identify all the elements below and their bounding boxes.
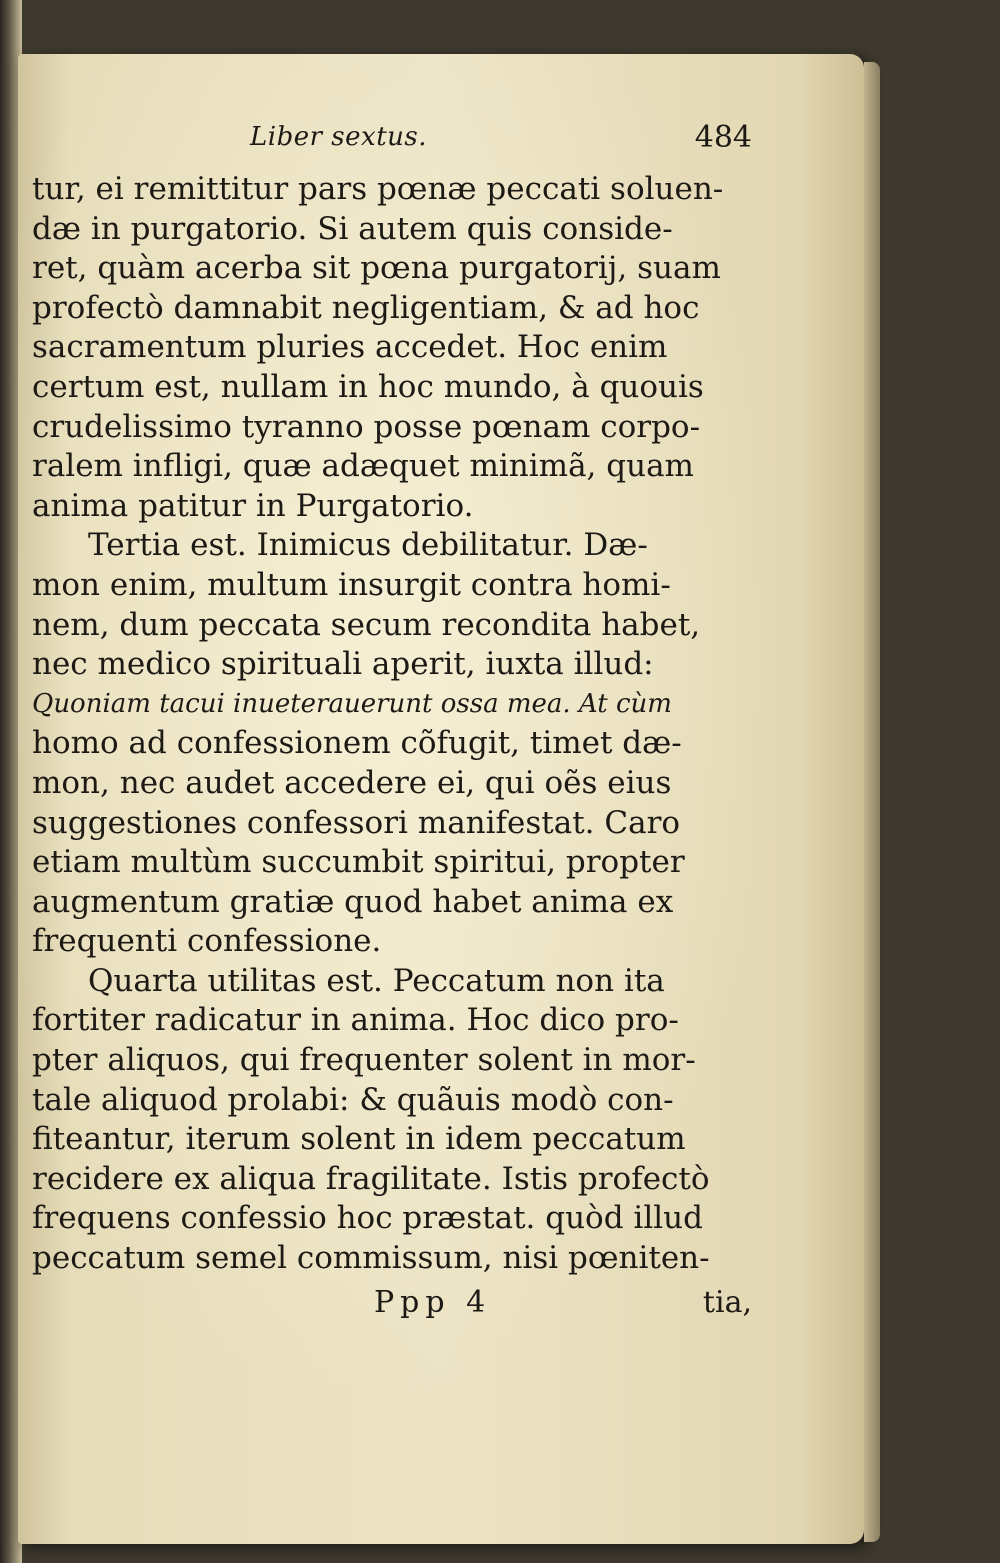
text-line: Quarta utilitas est. Peccatum non ita	[88, 962, 665, 999]
text-line: ret, quàm acerba sit pœna purgatorij, suam	[32, 250, 721, 287]
text-line: nem, dum peccata secum recondita habet,	[32, 606, 701, 643]
text-line: mon enim, multum insurgit contra homi-	[32, 566, 671, 603]
text-line: dæ in purgatorio. Si autem quis conside-	[32, 210, 673, 247]
text-line: pter aliquos, qui frequenter solent in mor-	[32, 1042, 696, 1079]
text-line: tale aliquod prolabi: & quãuis modò con-	[32, 1081, 674, 1118]
text-line: augmentum gratiæ quod habet anima ex	[32, 883, 674, 920]
page-edge	[864, 62, 880, 1542]
text-line: recidere ex aliqua fragilitate. Istis profectò	[32, 1160, 710, 1197]
text-line: fiteantur, iterum solent in idem peccatum	[32, 1121, 686, 1158]
text-line: nec medico spirituali aperit, iuxta illud:	[32, 646, 654, 683]
text-line: crudelissimo tyranno posse pœnam corpo-	[32, 408, 701, 445]
page-text-block	[32, 114, 752, 1331]
book-page	[18, 54, 864, 1544]
text-line: anima patitur in Purgatorio.	[32, 487, 474, 524]
text-line: etiam multùm succumbit spiritui, propter	[32, 844, 685, 881]
page-footer	[32, 1285, 752, 1331]
text-line: tur, ei remittitur pars pœnæ peccati soluen-	[32, 171, 724, 207]
text-line: profectò damnabit negligentiam, & ad hoc	[32, 289, 700, 326]
text-line: frequenti confessione.	[32, 923, 382, 960]
text-line: suggestiones confessori manifestat. Caro	[32, 804, 681, 841]
text-line: frequens confessio hoc præstat. quòd illud	[32, 1200, 703, 1237]
text-line-italic: Quoniam tacui inueterauerunt ossa mea. At cùm	[32, 688, 672, 719]
text-line: ralem infligi, quæ adæquet minimã, quam	[32, 448, 694, 485]
text-line: Tertia est. Inimicus debilitatur. Dæ-	[88, 527, 648, 564]
page-number: 484	[694, 120, 752, 155]
text-line: mon, nec audet accedere ei, qui oẽs eius	[32, 764, 672, 801]
text-line: certum est, nullam in hoc mundo, à quouis	[32, 368, 704, 405]
signature-mark: Ppp 4	[374, 1284, 492, 1320]
catchword: tia,	[702, 1284, 752, 1320]
text-line: homo ad confessionem cõfugit, timet dæ-	[32, 725, 682, 762]
text-line: peccatum semel commissum, nisi pœniten-	[32, 1240, 710, 1277]
running-title: Liber sextus.	[250, 122, 427, 152]
text-line: fortiter radicatur in anima. Hoc dico pro-	[32, 1002, 679, 1039]
body-text	[32, 170, 752, 1279]
page-header	[32, 114, 752, 170]
text-line: sacramentum pluries accedet. Hoc enim	[32, 329, 668, 366]
